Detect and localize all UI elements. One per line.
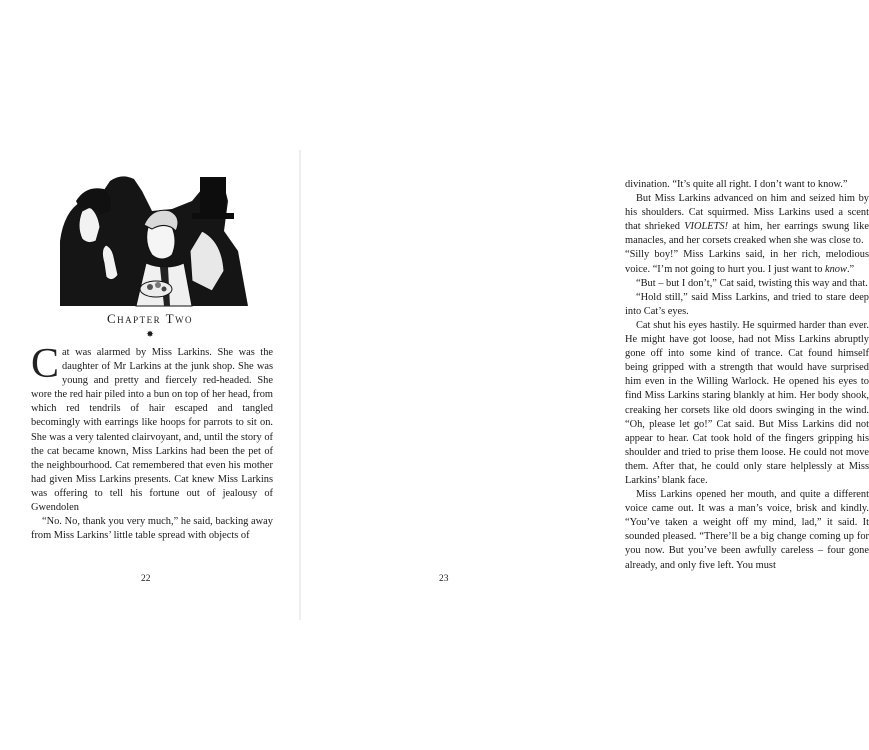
drop-cap: C	[31, 341, 60, 387]
left-page-text	[31, 341, 273, 543]
paragraph: Cat shut his eyes hastily. He squirmed harder than ever. He might have got loose, had not Miss Larkins abruptly gone off into some kind of trance. Cat found himself being gripped with a strength that would have surprised him even in the Willing Warlock. He opened his eyes to find Miss Larkins staring blankly at him. Her body shook, creaking her corsets like old doors swinging in the wind. “Oh, please let go!” Cat said. But Miss Larkins did not appear to hear. Cat took hold of the fingers gripping his shoulder and tried to prise them loose. He could not move them. After that, he could only stare helplessly at Miss Larkins’ blank face.	[625, 319, 869, 486]
chapter-title	[0, 311, 300, 327]
page-number: 23	[439, 574, 449, 584]
chapter-illustration	[52, 171, 252, 306]
chapter-title-text: Chapter Two	[106, 311, 194, 326]
paragraph	[31, 341, 273, 515]
chapter-ornament: ✸	[146, 329, 154, 339]
left-page	[0, 0, 300, 750]
page-number: 22	[141, 574, 151, 584]
emphasis: know	[825, 263, 847, 275]
paragraph: “Hold still,” said Miss Larkins, and tried to stare deep into Cat’s eyes.	[625, 291, 869, 317]
paragraph: “No. No, thank you very much,” he said, backing away from Miss Larkins’ little table spread with objects of	[31, 516, 273, 542]
emphasis: VIOLETS!	[684, 221, 729, 233]
paragraph: divination. “It’s quite all right. I don’t want to know.”	[625, 179, 848, 190]
paragraph-text: at was alarmed by Miss Larkins. She was the daughter of Mr Larkins at the junk shop. She was young and pretty and fiercely red-headed. She wore the red hair piled into a bun on top of her head, from which red tendrils of hair escaped and tangled becomingly with earrings like hoops for parrots to sit on. She was a very talented clairvoyant, and, until the story of the cat became known, Miss Larkins had been the pet of the neighbourhood. Cat remembered that even his mother had given Miss Larkins presents. Cat knew Miss Larkins was offering to tell his fortune out of jealousy of Gwendolen	[31, 347, 273, 514]
right-page	[300, 0, 869, 750]
paragraph: “But – but I don’t,” Cat said, twisting this way and that.	[636, 277, 868, 289]
paragraph: Miss Larkins opened her mouth, and quite a different voice came out. It was a man’s voice, brisk and kindly. “You’ve taken a weight off my mind, lad,” it said. It sounded pleased. “There’ll be a big change coming up for you now. But you’ve been awfully careless – four gone already, and only five left. You must	[625, 489, 869, 571]
right-page-text	[625, 178, 869, 573]
paragraph: “Silly boy!” Miss Larkins said, in her rich, melodious voice. “I’m not going to hurt you. I just want to know.”	[625, 249, 869, 275]
paragraph: But Miss Larkins advanced on him and seized him by his shoulders. Cat squirmed. Miss Larkins used a scent that shrieked VIOLETS! at him, her earrings swung like manacles, and her corsets creaked when she was close to.	[625, 193, 869, 247]
